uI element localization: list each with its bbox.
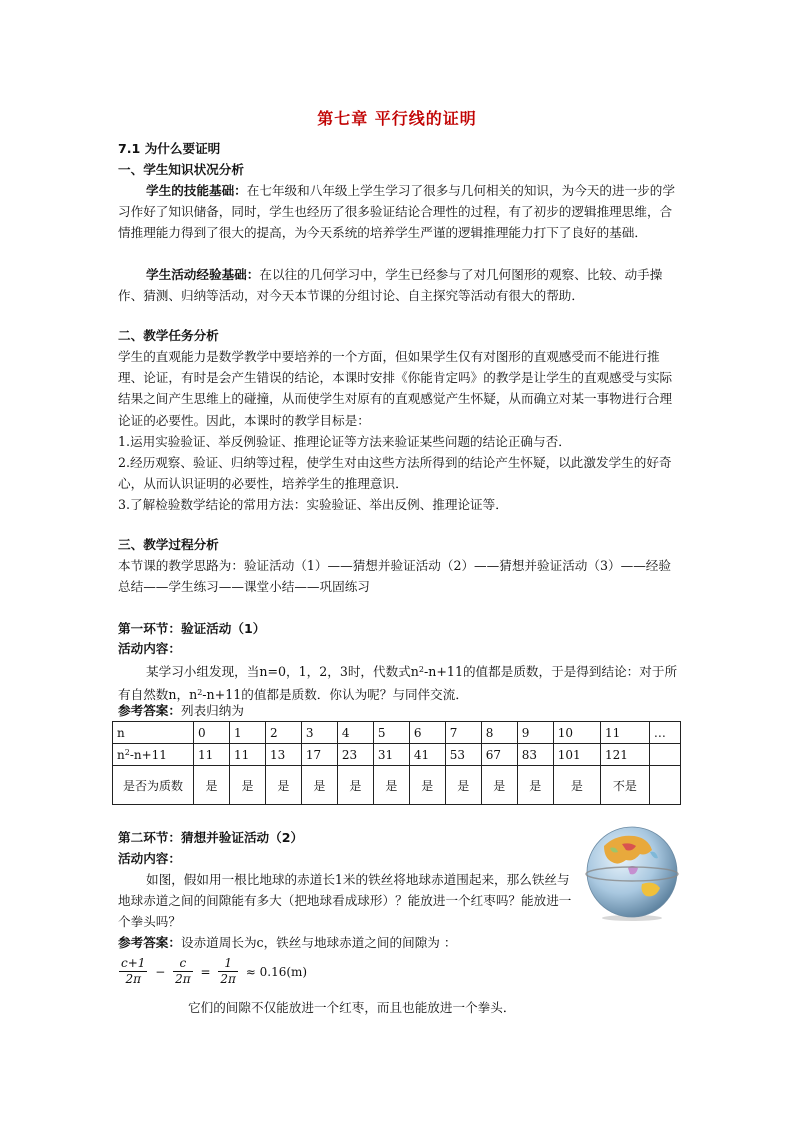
denominator: 2π [220,972,236,986]
denominator: 2π [125,972,141,986]
fraction [173,956,193,987]
part3-heading: 三、教学过程分析 [118,537,219,552]
table-cell: 10 [553,722,600,744]
table-row [113,722,681,744]
table-cell: 23 [337,744,373,766]
step1-answer-label: 参考答案： [118,703,181,718]
skill-label: 学生的技能基础： [146,183,247,198]
step2-answer-label: 参考答案： [118,935,181,950]
step2-content-label: 活动内容： [118,851,181,866]
numerator: 1 [218,956,238,972]
numerator: c [173,956,193,972]
table-cell: 13 [265,744,301,766]
goal-3: 3.了解检验数学结论的常用方法：实验验证、举出反例、推理论证等． [118,497,508,513]
table-row [113,744,681,766]
fraction [119,956,147,987]
numerator: c+1 [121,956,146,970]
table-cell: 是 [553,766,600,805]
skill-text: 在七年级和八年级上学生学习了很多与几何相关的知识，为今天的进一步的学习作好了知识储备，同时，学生也经历了很多验证结论合理性的过程，有了初步的逻辑推理思维，合情推理能力得到了很大的提高，为今天系统的培养学生严谨的逻辑推理能力打下了良好的基础． [118,183,675,241]
experience-label: 学生活动经验基础： [146,267,260,282]
table-cell [649,766,680,805]
table-cell: 是 [517,766,553,805]
table-cell: 9 [517,722,553,744]
table-cell: 是 [194,766,230,805]
goal-2: 2.经历观察、验证、归纳等过程，使学生对由这些方法所得到的结论产生怀疑，以此激发学生的好奇心，从而认识证明的必要性，培养学生的推理意识． [118,455,672,492]
part3-paragraph [118,555,678,597]
table-cell: 4 [337,722,373,744]
part2-paragraph [118,346,678,516]
fraction [218,956,238,987]
experience-text: 在以往的几何学习中，学生已经参与了对几何图形的观察、比较、动手操作、猜测、归纳等活动，对今天本节课的分组讨论、自主探究等活动有很大的帮助． [118,267,663,304]
table-cell: 5 [373,722,409,744]
table-cell: 8 [481,722,517,744]
goal-1: 1.运用实验验证、举反例验证、推理论证等方法来验证某些问题的结论正确与否． [118,433,571,449]
step1-heading: 第一环节：验证活动（1） [118,621,266,636]
step1-answer-text: 列表归纳为 [180,703,244,718]
step2-conclusion: 它们的间隙不仅能放进一个红枣，而且也能放进一个拳头． [188,1000,516,1015]
step1-content [118,659,678,705]
experience-paragraph [118,264,678,306]
table-cell: 0 [194,722,230,744]
table-cell: 2 [265,722,301,744]
formula [118,956,310,992]
table-cell: 是 [445,766,481,805]
table-cell: 11 [194,744,230,766]
table-cell: 7 [445,722,481,744]
step2-heading: 第二环节：猜想并验证活动（2） [118,830,304,845]
prime-table [112,721,681,805]
step1-text-a: 某学习小组发现，当n=0，1，2，3时，代数式n [146,664,419,679]
skill-paragraph [118,180,678,244]
denominator: 2π [175,972,191,986]
table-cell: 11 [229,744,265,766]
table-cell: 是 [409,766,445,805]
table-cell: 6 [409,722,445,744]
step1-content-label: 活动内容： [118,641,181,656]
table-row [113,766,681,805]
minus-sign: − [155,964,166,979]
superscript-2: 2 [418,665,425,674]
superscript-2: 2 [124,747,130,757]
superscript-2: 2 [197,688,203,698]
table-cell: 17 [301,744,337,766]
table-cell: 31 [373,744,409,766]
table-cell: 是 [229,766,265,805]
step1-text-c: -n+11的值都是质数．你认为呢？与同伴交流． [202,687,468,703]
table-cell: 1 [229,722,265,744]
table-cell: 是 [265,766,301,805]
step2-content [118,869,574,933]
step1-answer [118,700,678,721]
step2-answer-text: 设赤道周长为c，铁丝与地球赤道之间的间隙为 ： [180,935,457,950]
part2-heading: 二、教学任务分析 [118,328,219,343]
section-heading: 7.1 为什么要证明 [118,141,221,156]
table-cell: n [113,722,194,744]
table-cell: 83 [517,744,553,766]
equals-sign: = [200,964,211,979]
part1-heading: 一、学生知识状况分析 [118,162,244,177]
page-title: 第七章 平行线的证明 [317,109,477,128]
table-cell: 是 [301,766,337,805]
table-cell: 不是 [600,766,649,805]
table-cell: 53 [445,744,481,766]
table-cell: 101 [553,744,600,766]
globe-image [582,822,682,922]
table-cell: 3 [301,722,337,744]
step1-text-b: -n+11的值都是质数，于是得到结论：对于所有自然数n，n [118,664,678,703]
table-cell: 是 [373,766,409,805]
table-cell: 11 [600,722,649,744]
step2-text: 如图，假如用一根比地球的赤道长1米的铁丝将地球赤道围起来，那么铁丝与地球赤道之间的间隙能有多大（把地球看成球形）？能放进一个红枣吗？能放进一个拳头吗？ [118,872,572,930]
table-cell: 67 [481,744,517,766]
row2-label-a: n [117,747,125,762]
table-cell: 121 [600,744,649,766]
table-cell: … [649,722,680,744]
table-cell: 是 [481,766,517,805]
table-cell: 是 [337,766,373,805]
table-cell: 是否为质数 [113,766,194,805]
step2-answer [118,932,678,953]
table-cell [649,744,680,766]
approx-value: ≈ 0.16(m) [245,964,308,979]
table-cell [113,744,194,766]
part2-text: 学生的直观能力是数学教学中要培养的一个方面，但如果学生仅有对图形的直观感受而不能进行推理、论证，有时是会产生错误的结论，本课时安排《你能肯定吗》的教学是让学生的直观感受与实际结果之间产生思维上的碰撞，从而使学生对原有的直观感觉产生怀疑，从而确立对某一事物进行合理论证的必要性。因此，本课时的教学目标是： [118,349,673,428]
table-cell: 41 [409,744,445,766]
part3-text: 本节课的教学思路为：验证活动（1）——猜想并验证活动（2）——猜想并验证活动（3）——经验总结——学生练习——课堂小结——巩固练习 [118,558,671,595]
row2-label-b: -n+11 [129,747,167,762]
